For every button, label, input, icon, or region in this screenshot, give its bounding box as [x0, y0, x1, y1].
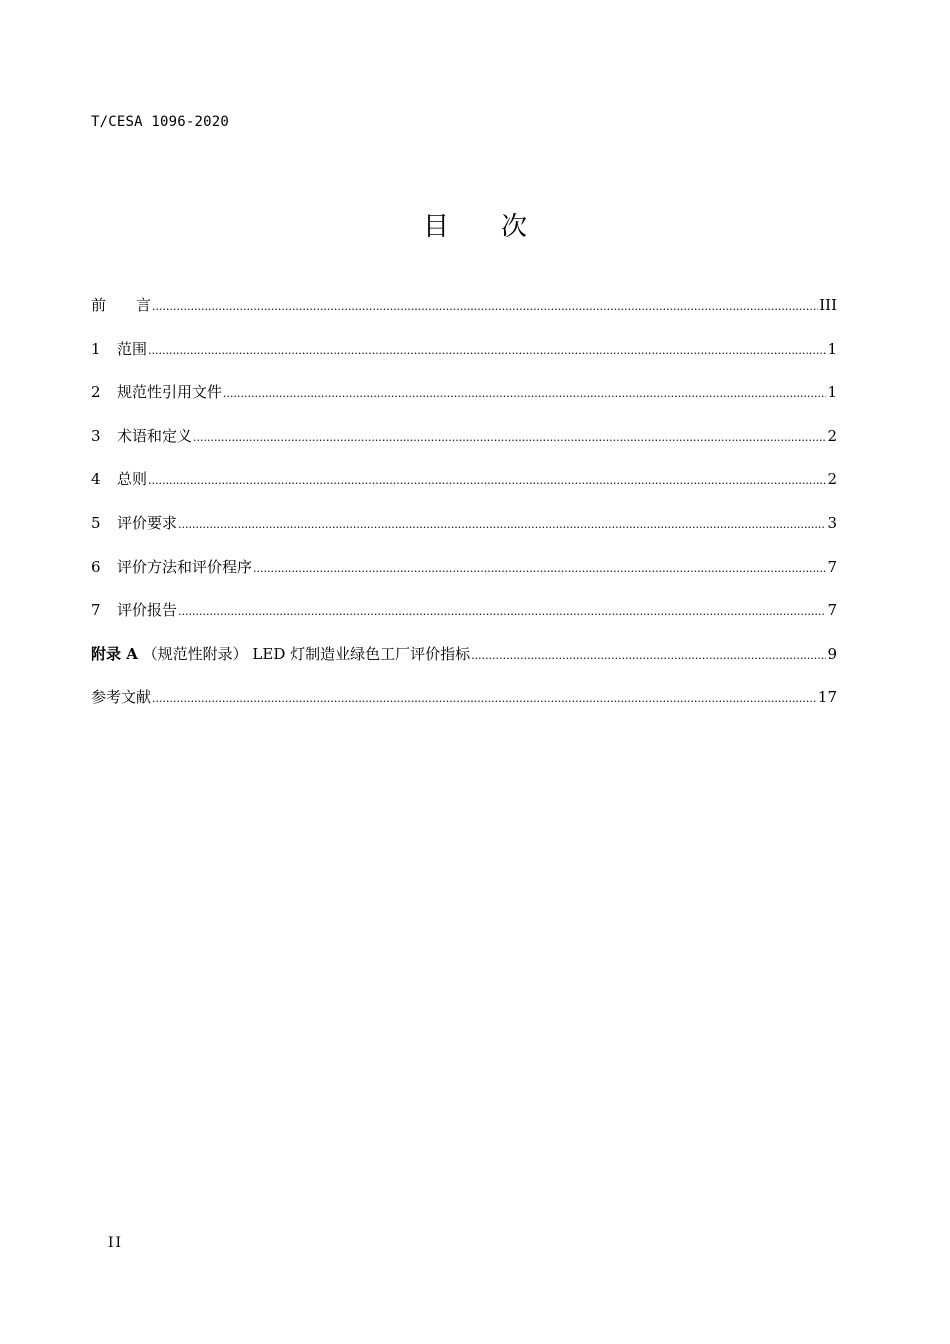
toc-entry-label: 总则	[117, 470, 148, 489]
toc-entry-report[interactable]	[91, 595, 837, 639]
toc-entry-label: 术语和定义	[117, 426, 193, 445]
toc-entry-label: 规范性引用文件	[117, 383, 223, 402]
toc-entry-page: 1	[827, 383, 837, 402]
toc-entry-label: 范围	[117, 339, 148, 358]
toc-entry-page: 2	[827, 470, 837, 489]
toc-entry-bibliography[interactable]	[91, 682, 837, 726]
toc-entry-page: 7	[827, 557, 837, 576]
dot-leader	[193, 423, 826, 453]
toc-entry-number: 5	[91, 513, 101, 532]
table-of-contents	[91, 290, 837, 726]
dot-leader	[223, 379, 826, 409]
toc-entry-number: 3	[91, 426, 101, 445]
toc-entry-page: 2	[827, 426, 837, 445]
toc-entry-scope[interactable]	[91, 334, 837, 378]
dot-leader	[253, 554, 826, 584]
toc-entry-normative-references[interactable]	[91, 377, 837, 421]
toc-entry-label	[91, 290, 151, 320]
toc-entry-requirements[interactable]	[91, 508, 837, 552]
toc-entry-general[interactable]	[91, 464, 837, 508]
toc-entry-label	[91, 639, 470, 669]
toc-entry-appendix-a[interactable]	[91, 639, 837, 683]
toc-entry-number: 7	[91, 601, 101, 620]
dot-leader	[178, 597, 826, 627]
toc-entry-number: 4	[91, 470, 101, 489]
toc-title-part2: 次	[501, 212, 528, 242]
toc-entry-number: 2	[91, 383, 101, 402]
toc-entry-number: 1	[91, 339, 101, 358]
toc-title	[0, 206, 950, 243]
toc-entry-label-part2: 言	[136, 296, 152, 314]
dot-leader	[152, 684, 817, 714]
toc-entry-page: 1	[827, 339, 837, 358]
toc-entry-foreword[interactable]	[91, 290, 837, 334]
toc-entry-page: 7	[827, 601, 837, 620]
toc-entry-label: 评价要求	[117, 513, 178, 532]
dot-leader	[148, 466, 826, 496]
appendix-prefix: 附录 A	[91, 644, 138, 663]
toc-entry-label-part1: 前	[91, 296, 107, 314]
dot-leader	[471, 641, 826, 671]
toc-entry-page: 17	[817, 688, 837, 707]
toc-entry-terms[interactable]	[91, 421, 837, 465]
toc-entry-label: 参考文献	[91, 688, 152, 707]
toc-entry-label: 评价方法和评价程序	[117, 557, 253, 576]
dot-leader	[178, 510, 826, 540]
toc-entry-methods[interactable]	[91, 552, 837, 596]
toc-title-part1: 目	[422, 212, 449, 242]
toc-entry-page: III	[819, 296, 837, 314]
toc-entry-page: 3	[827, 513, 837, 532]
toc-entry-label: 评价报告	[117, 601, 178, 620]
toc-entry-page: 9	[827, 644, 837, 663]
dot-leader	[148, 336, 826, 366]
appendix-title: （规范性附录） LED 灯制造业绿色工厂评价指标	[142, 644, 471, 663]
page-number: II	[108, 1235, 124, 1251]
dot-leader	[152, 292, 818, 322]
document-code: T/CESA 1096-2020	[91, 114, 230, 130]
toc-entry-number: 6	[91, 557, 101, 576]
